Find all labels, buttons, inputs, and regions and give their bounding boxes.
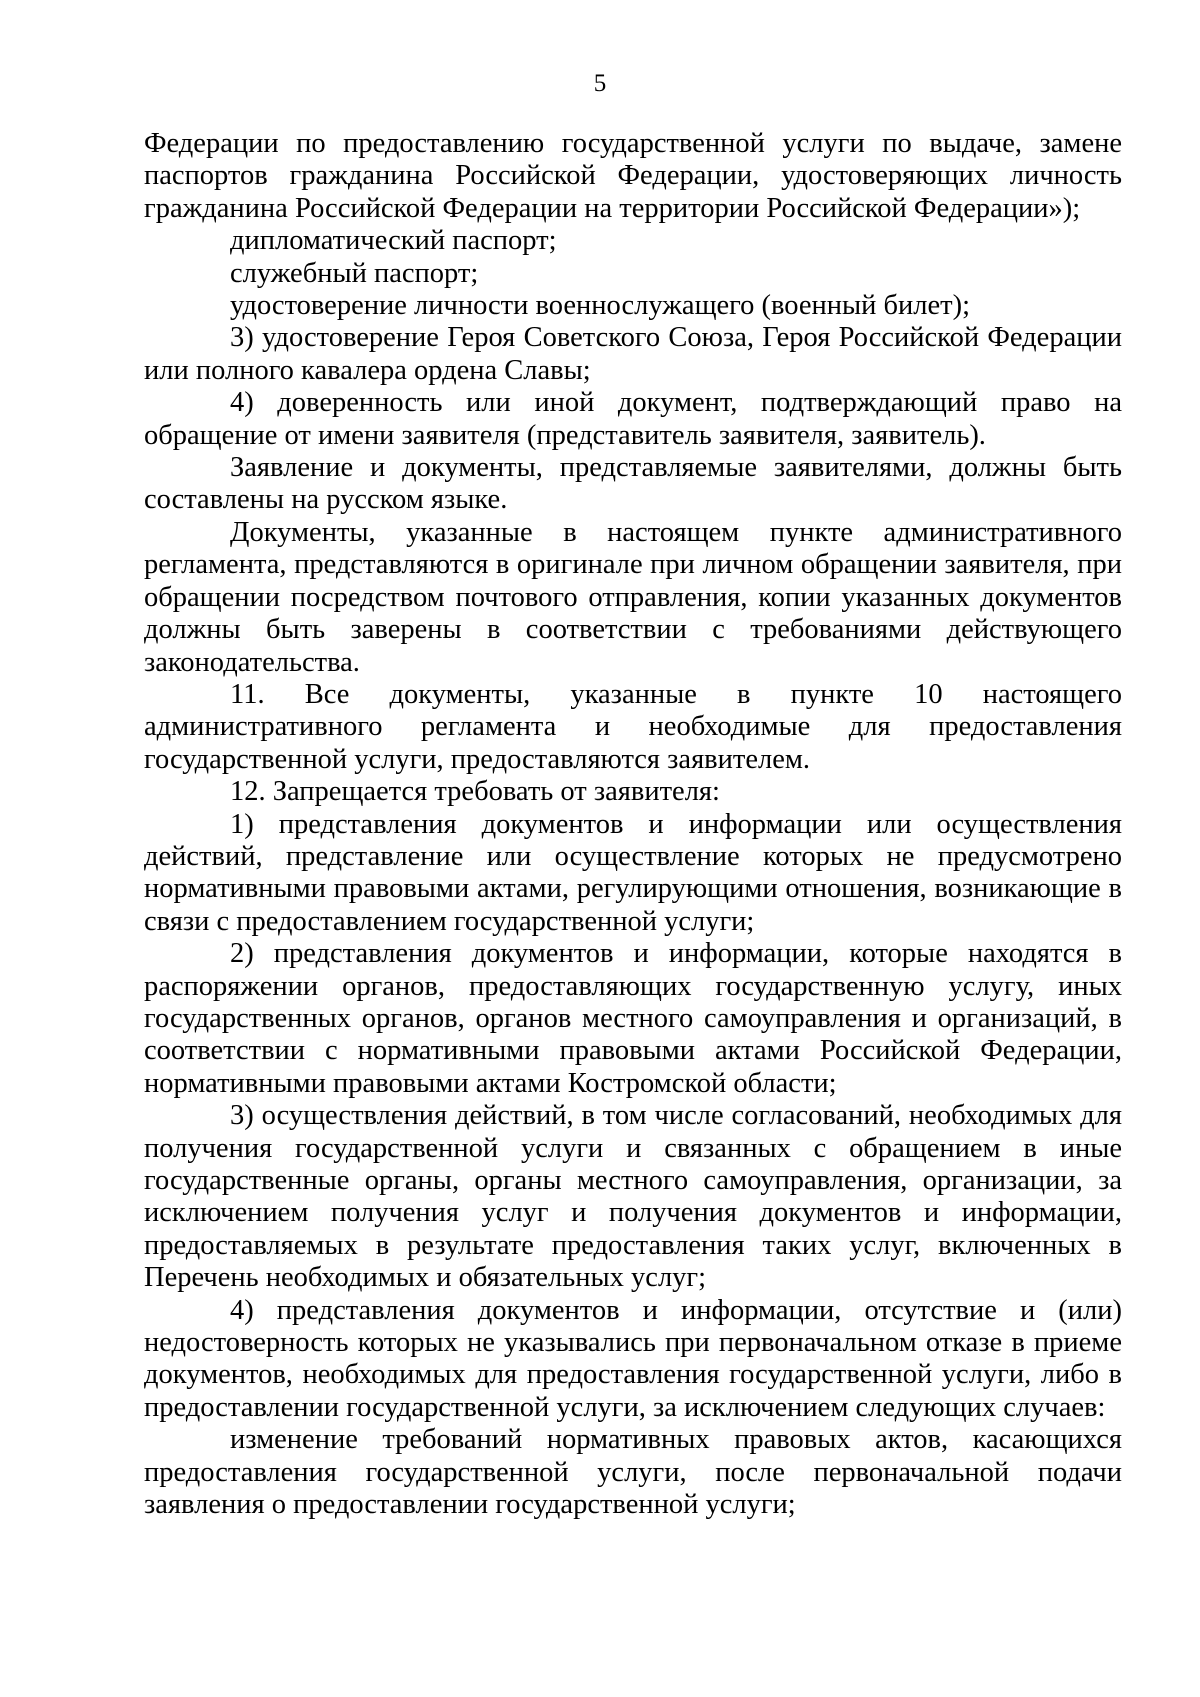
- paragraph: Федерации по предоставлению государственной услуги по выдаче, замене паспортов гражданина Российской Федерации, удостоверяющих личность гражданина Российской Федерации на территории Российской Федерации»);: [144, 128, 1122, 224]
- paragraph: 1) представления документов и информации или осуществления действий, представление или осуществление которых не предусмотрено нормативными правовыми актами, регулирующими отношения, возникающие в связи с предоставлением государственной услуги;: [144, 808, 1122, 937]
- paragraph: Заявление и документы, представляемые заявителями, должны быть составлены на русском языке.: [144, 452, 1122, 516]
- paragraph: дипломатический паспорт;: [230, 225, 557, 257]
- paragraph: удостоверение личности военнослужащего (военный билет);: [230, 290, 971, 322]
- page-number: 5: [593, 70, 607, 97]
- paragraph: 3) удостоверение Героя Советского Союза, Героя Российской Федерации или полного кавалера ордена Славы;: [144, 322, 1122, 386]
- paragraph: 11. Все документы, указанные в пункте 10 настоящего административного регламента и необходимые для предоставления государственной услуги, предоставляются заявителем.: [144, 678, 1122, 775]
- paragraph: 3) осуществления действий, в том числе согласований, необходимых для получения государственной услуги и связанных с обращением в иные государственные органы, органы местного самоуправления, организации, за исключением получения услуг и получения документов и информации, предоставляемых в результате предоставления таких услуг, включенных в Перечень необходимых и обязательных услуг;: [144, 1100, 1122, 1294]
- paragraph: 12. Запрещается требовать от заявителя:: [230, 776, 720, 808]
- paragraph: изменение требований нормативных правовых актов, касающихся предоставления государственной услуги, после первоначальной подачи заявления о предоставлении государственной услуги;: [144, 1424, 1122, 1521]
- paragraph: 4) доверенность или иной документ, подтверждающий право на обращение от имени заявителя (представитель заявителя, заявитель).: [144, 387, 1122, 451]
- document-body: [144, 128, 1122, 1521]
- paragraph: Документы, указанные в настоящем пункте административного регламента, представляются в оригинале при личном обращении заявителя, при обращении посредством почтового отправления, копии указанных документов должны быть заверены в соответствии с требованиями действующего законодательства.: [144, 516, 1122, 678]
- paragraph: служебный паспорт;: [230, 257, 479, 289]
- paragraph: 2) представления документов и информации, которые находятся в распоряжении органов, предоставляющих государственную услугу, иных государственных органов, органов местного самоуправления и организаций, в соответствии с нормативными правовыми актами Российской Федерации, нормативными правовыми актами Костромской области;: [144, 938, 1122, 1099]
- paragraph: 4) представления документов и информации, отсутствие и (или) недостоверность которых не указывались при первоначальном отказе в приеме документов, необходимых для предоставления государственной услуги, либо в предоставлении государственной услуги, за исключением следующих случаев:: [144, 1294, 1122, 1423]
